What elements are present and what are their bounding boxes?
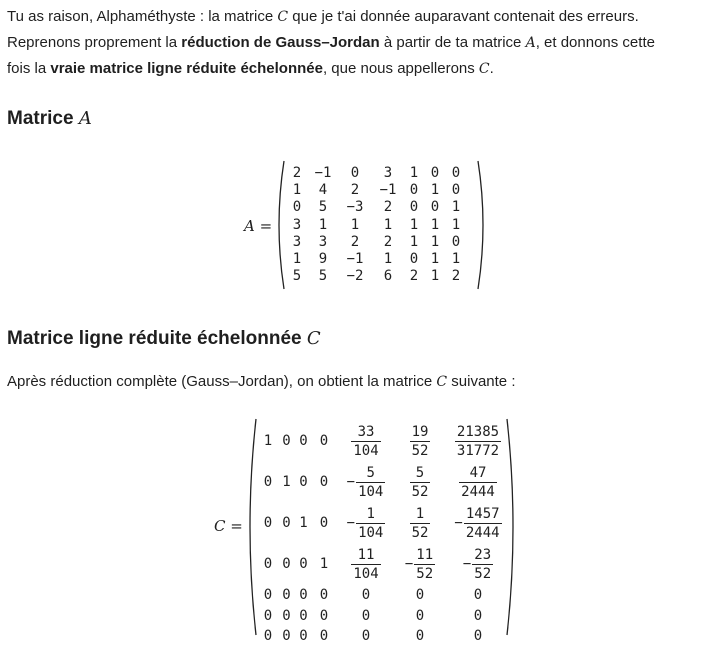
matrix-c-row [258, 503, 512, 544]
matrix-a-cell: 5 [292, 268, 302, 285]
matrix-c-row [258, 544, 512, 585]
minus-sign: − [454, 515, 463, 532]
matrix-a-cell: 1 [383, 251, 393, 268]
matrix-a-cell: 1 [292, 251, 302, 268]
matrix-a-cell: 3 [383, 165, 393, 181]
matrix-c-cell [336, 503, 396, 544]
matrix-a-cell: −1 [379, 182, 397, 199]
matrix-c-cell: 0 [263, 587, 273, 603]
fraction [410, 505, 431, 542]
matrix-a-cell: 6 [383, 268, 393, 285]
matrix-c-cell: 0 [263, 556, 273, 573]
matrix-a-cell: 0 [409, 182, 419, 199]
matrix-c-cell [444, 503, 512, 544]
matrix-c-cell: 0 [473, 607, 483, 624]
result-text: Après réduction complète (Gauss–Jordan), on obtient la matrice C suivante : [7, 373, 516, 390]
matrix-a-cell: 0 [292, 199, 302, 216]
matrix-a-row [286, 251, 466, 268]
matrix-c-cell: 0 [282, 587, 291, 603]
matrix-c-cell: 0 [361, 607, 371, 624]
fraction [351, 546, 380, 583]
fraction-numerator: 33 [351, 423, 380, 442]
matrix-a-cell: 0 [350, 165, 360, 181]
matrix-a-cell: 1 [430, 268, 440, 285]
minus-sign: − [404, 556, 414, 573]
matrix-a-cell: −2 [346, 268, 364, 285]
fraction-numerator: 1 [410, 505, 431, 524]
matrix-c-cell: 0 [319, 515, 329, 532]
fraction-numerator: 1 [356, 505, 385, 524]
matrix-a-cell: 2 [350, 233, 360, 250]
fraction-denominator: 104 [358, 484, 384, 500]
matrix-c-cell [396, 462, 444, 503]
section-heading-matrix-c: Matrice ligne réduite échelonnée C [7, 328, 321, 349]
matrix-c-row [258, 606, 512, 627]
matrix-a-cell: 1 [430, 216, 440, 233]
matrix-a-cell: 0 [409, 199, 419, 216]
matrix-c-cell [336, 421, 396, 462]
fraction-numerator: 5 [410, 464, 431, 483]
fraction [351, 423, 380, 460]
matrix-a-cell: 3 [292, 233, 302, 250]
matrix-c-cell: 1 [282, 474, 291, 491]
matrix-a-cell: 1 [430, 233, 440, 250]
matrix-c-cell: 0 [263, 515, 273, 532]
fraction [472, 546, 493, 583]
matrix-a-cell: 1 [409, 216, 419, 233]
fraction-numerator: 23 [474, 547, 492, 563]
matrix-a-cell: 2 [451, 268, 461, 285]
matrix-a-left-paren [274, 160, 286, 290]
fraction-numerator: 19 [411, 424, 429, 440]
matrix-c-cell: 0 [263, 474, 273, 491]
matrix-c-cell: 0 [361, 628, 371, 645]
matrix-c-cell: 0 [415, 628, 425, 645]
matrix-c-cell: 0 [319, 433, 329, 450]
intro-line-3: fois la vraie matrice ligne réduite échelonnée, que nous appellerons C. [7, 60, 494, 77]
fraction [464, 505, 502, 542]
section-heading-matrix-a: Matrice A [7, 108, 92, 129]
matrix-c [258, 421, 512, 647]
fraction-denominator: 52 [416, 566, 434, 582]
minus-sign: − [346, 515, 356, 532]
matrix-c-cell [396, 421, 444, 462]
fraction-numerator: 21385 [456, 424, 500, 440]
fraction-denominator: 104 [353, 566, 379, 582]
matrix-c-cell [444, 544, 512, 585]
fraction-denominator: 2444 [461, 484, 495, 500]
fraction-numerator: 11 [351, 546, 380, 565]
matrix-a-cell: 2 [383, 199, 393, 216]
matrix-a-cell: 0 [409, 251, 419, 268]
matrix-c-cell: 0 [319, 628, 329, 645]
matrix-a-cell: −3 [346, 199, 364, 216]
matrix-c-cell: 0 [299, 474, 308, 491]
fraction-denominator: 104 [358, 525, 384, 541]
intro-line-2: Reprenons proprement la réduction de Gauss–Jordan à partir de ta matrice A, et donnons cette [7, 34, 655, 51]
matrix-a-cell: 1 [350, 216, 360, 233]
matrix-a-cell: 1 [451, 251, 461, 268]
matrix-a-cell: 0 [430, 165, 440, 181]
matrix-c-row [258, 585, 512, 606]
matrix-c-cell: 0 [361, 587, 371, 603]
fraction [459, 464, 497, 501]
matrix-c-cell: 0 [299, 587, 308, 603]
matrix-c-cell [336, 462, 396, 503]
matrix-c-cell: 1 [263, 433, 273, 450]
matrix-a-cell: 1 [383, 216, 393, 233]
fraction-numerator: 47 [459, 464, 497, 483]
matrix-a-cell: 1 [292, 182, 302, 199]
matrix-c-right-paren [505, 418, 519, 636]
matrix-c-cell: 0 [415, 607, 425, 624]
fraction-denominator: 52 [411, 443, 429, 459]
minus-sign: − [462, 556, 472, 573]
fraction-denominator: 104 [353, 443, 379, 459]
matrix-a-row [286, 268, 466, 285]
matrix-a [286, 165, 466, 285]
matrix-a-cell: 0 [451, 233, 461, 250]
matrix-c-cell: 0 [263, 628, 273, 645]
matrix-c-cell: 0 [299, 433, 308, 450]
fraction [356, 505, 385, 542]
matrix-c-cell: 0 [319, 474, 329, 491]
matrix-a-cell: 1 [430, 182, 440, 199]
fraction-denominator: 31772 [456, 443, 500, 459]
matrix-c-cell [444, 462, 512, 503]
matrix-c-cell: 0 [319, 607, 329, 624]
matrix-c-cell: 0 [415, 587, 425, 603]
matrix-a-cell: 2 [409, 268, 419, 285]
matrix-a-cell: 9 [318, 251, 328, 268]
matrix-c-cell [336, 544, 396, 585]
fraction-denominator: 2444 [465, 525, 500, 541]
matrix-c-cell: 0 [299, 556, 308, 573]
matrix-c-cell: 1 [299, 515, 308, 532]
matrix-a-row [286, 182, 466, 199]
matrix-a-cell: 2 [350, 182, 360, 199]
fraction [410, 423, 431, 460]
fraction [356, 464, 385, 501]
fraction-numerator: 11 [416, 547, 434, 563]
matrix-c-row [258, 626, 512, 647]
fraction-denominator: 52 [411, 525, 429, 541]
matrix-c-cell: 0 [282, 607, 291, 624]
matrix-c-cell [444, 421, 512, 462]
matrix-a-row [286, 234, 466, 251]
matrix-a-cell: 1 [430, 251, 440, 268]
matrix-a-row [286, 217, 466, 234]
matrix-c-cell: 0 [299, 628, 308, 645]
matrix-c-cell [396, 503, 444, 544]
matrix-a-cell: 0 [451, 182, 461, 199]
fraction [410, 464, 431, 501]
minus-sign: − [346, 474, 356, 491]
matrix-a-cell: −1 [314, 165, 332, 181]
matrix-a-cell: 0 [451, 165, 461, 181]
matrix-a-cell: 1 [409, 165, 419, 181]
matrix-a-cell: 5 [318, 199, 328, 216]
matrix-c-cell: 0 [282, 433, 291, 450]
matrix-c-cell: 0 [282, 628, 291, 645]
fraction [414, 546, 435, 583]
matrix-c-cell: 1 [319, 556, 329, 573]
fraction [455, 423, 501, 460]
matrix-c-cell [396, 544, 444, 585]
intro-line-1: Tu as raison, Alphaméthyste : la matrice C que je t'ai donnée auparavant contenait des erreurs. [7, 8, 639, 25]
matrix-a-cell: −1 [346, 251, 364, 268]
matrix-a-label: A = [244, 217, 273, 235]
matrix-c-cell: 0 [473, 628, 483, 645]
matrix-a-row [286, 165, 466, 182]
matrix-a-row [286, 199, 466, 216]
matrix-a-cell: 0 [430, 199, 440, 216]
matrix-a-cell: 1 [318, 216, 328, 233]
matrix-c-cell: 0 [263, 607, 273, 624]
fraction-denominator: 52 [411, 484, 429, 500]
matrix-a-cell: 5 [318, 268, 328, 285]
matrix-c-cell: 0 [282, 556, 291, 573]
matrix-a-cell: 3 [318, 233, 328, 250]
matrix-a-cell: 4 [318, 182, 328, 199]
matrix-a-cell: 3 [292, 216, 302, 233]
matrix-c-row [258, 462, 512, 503]
matrix-a-cell: 2 [292, 165, 302, 181]
fraction-numerator: 5 [356, 464, 385, 483]
matrix-c-cell: 0 [319, 587, 329, 603]
fraction-numerator: 1457 [465, 506, 500, 522]
matrix-c-row [258, 421, 512, 462]
matrix-c-cell: 0 [299, 607, 308, 624]
matrix-a-cell: 1 [451, 216, 461, 233]
matrix-a-cell: 1 [451, 199, 461, 216]
matrix-c-label: C = [214, 517, 243, 535]
matrix-c-cell: 0 [473, 587, 483, 603]
fraction-denominator: 52 [474, 566, 492, 582]
matrix-c-cell: 0 [282, 515, 291, 532]
matrix-a-right-paren [476, 160, 488, 290]
matrix-c-left-paren [244, 418, 258, 636]
matrix-a-cell: 1 [409, 233, 419, 250]
matrix-a-cell: 2 [383, 233, 393, 250]
